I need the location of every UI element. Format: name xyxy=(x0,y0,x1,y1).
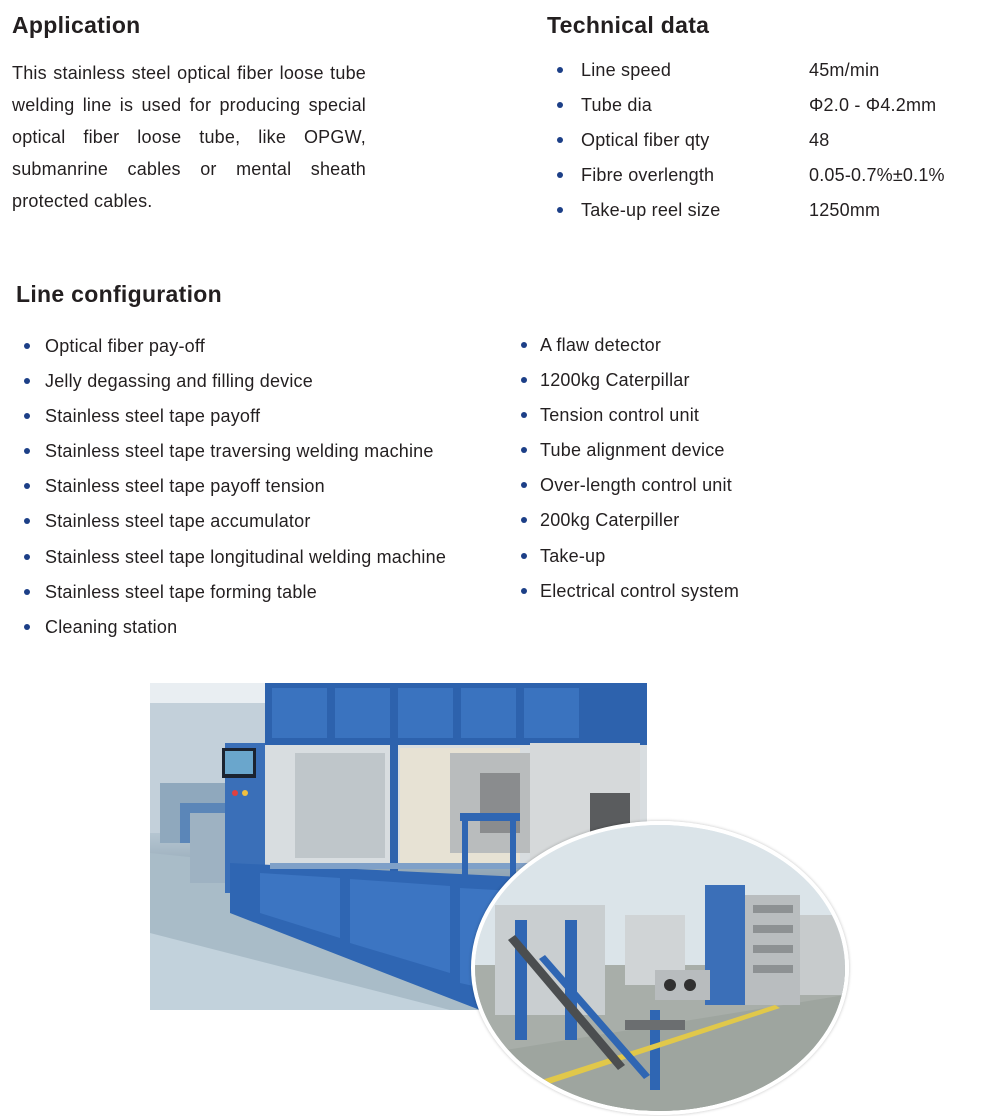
tech-item xyxy=(557,57,997,92)
tech-item-value: 45m/min xyxy=(809,60,880,80)
bullet-icon xyxy=(24,518,30,524)
bullet-icon xyxy=(24,589,30,595)
config-item xyxy=(521,367,739,402)
tech-item-label: Take-up reel size xyxy=(581,200,721,220)
config-item-label: Stainless steel tape forming table xyxy=(45,581,317,602)
bullet-icon xyxy=(24,624,30,630)
config-item-label: Over-length control unit xyxy=(540,475,732,496)
tech-item-label: Fibre overlength xyxy=(581,165,715,185)
config-item-label: Jelly degassing and filling device xyxy=(45,371,313,392)
technical-data-list xyxy=(557,57,997,232)
application-description: This stainless steel optical fiber loose tube welding line is used for producing special optical fiber loose tube, like OPGW, submanrine cables or mental sheath protected cables. xyxy=(12,63,366,211)
configuration-list-left xyxy=(24,333,446,649)
line-configuration-heading: Line configuration xyxy=(16,281,222,307)
bullet-icon xyxy=(521,588,527,594)
config-item xyxy=(24,438,446,473)
bullet-icon xyxy=(557,207,563,213)
config-item xyxy=(521,578,739,613)
bullet-icon xyxy=(521,412,527,418)
bullet-icon xyxy=(24,554,30,560)
bullet-icon xyxy=(557,67,563,73)
config-item xyxy=(24,579,446,614)
config-item-label: Stainless steel tape traversing welding machine xyxy=(45,441,434,462)
tech-item-label: Tube dia xyxy=(581,95,652,115)
bullet-icon xyxy=(557,172,563,178)
take-up-area-illustration xyxy=(475,825,845,1111)
bullet-icon xyxy=(521,342,527,348)
configuration-list-right xyxy=(521,332,739,613)
tech-item xyxy=(557,92,997,127)
bullet-icon xyxy=(521,447,527,453)
tech-item-value: 48 xyxy=(809,130,830,150)
tech-item xyxy=(557,197,997,232)
config-item xyxy=(24,333,446,368)
config-item xyxy=(521,437,739,472)
config-item xyxy=(521,332,739,367)
take-up-area-inset-photo xyxy=(471,821,849,1115)
config-item-label: A flaw detector xyxy=(540,335,662,355)
bullet-icon xyxy=(24,343,30,349)
config-item xyxy=(24,544,446,579)
config-item xyxy=(521,472,739,507)
tech-item-value: 1250mm xyxy=(809,200,881,220)
config-item-label: 200kg Caterpiller xyxy=(540,510,680,531)
bullet-icon xyxy=(24,378,30,384)
config-item xyxy=(521,543,739,578)
tech-item-value: Φ2.0 - Φ4.2mm xyxy=(809,95,937,115)
tech-item-label: Line speed xyxy=(581,60,672,80)
config-item-label: Stainless steel tape payoff tension xyxy=(45,476,325,497)
config-item-label: Tension control unit xyxy=(540,405,700,426)
config-item-label: Cleaning station xyxy=(45,616,178,637)
bullet-icon xyxy=(521,377,527,383)
config-item-label: Tube alignment device xyxy=(540,440,725,461)
tech-item-label: Optical fiber qty xyxy=(581,130,710,150)
tech-item xyxy=(557,127,997,162)
bullet-icon xyxy=(557,137,563,143)
config-item-label: 1200kg Caterpillar xyxy=(540,370,690,391)
config-item-label: Take-up xyxy=(540,545,606,566)
bullet-icon xyxy=(557,102,563,108)
config-item-label: Stainless steel tape longitudinal welding machine xyxy=(45,546,447,567)
config-item-label: Stainless steel tape payoff xyxy=(45,406,261,427)
config-item xyxy=(24,508,446,543)
bullet-icon xyxy=(521,482,527,488)
bullet-icon xyxy=(24,413,30,419)
config-item xyxy=(24,403,446,438)
config-item xyxy=(24,368,446,403)
tech-item xyxy=(557,162,997,197)
config-item xyxy=(521,402,739,437)
bullet-icon xyxy=(521,553,527,559)
application-heading: Application xyxy=(12,12,141,38)
bullet-icon xyxy=(24,448,30,454)
tech-item-value: 0.05-0.7%±0.1% xyxy=(809,165,945,185)
config-item-label: Stainless steel tape accumulator xyxy=(45,511,311,532)
bullet-icon xyxy=(521,517,527,523)
config-item xyxy=(24,614,446,649)
config-item-label: Electrical control system xyxy=(540,580,740,601)
config-item-label: Optical fiber pay-off xyxy=(45,336,205,356)
config-item xyxy=(521,507,739,542)
technical-data-heading: Technical data xyxy=(547,12,710,38)
bullet-icon xyxy=(24,483,30,489)
config-item xyxy=(24,473,446,508)
